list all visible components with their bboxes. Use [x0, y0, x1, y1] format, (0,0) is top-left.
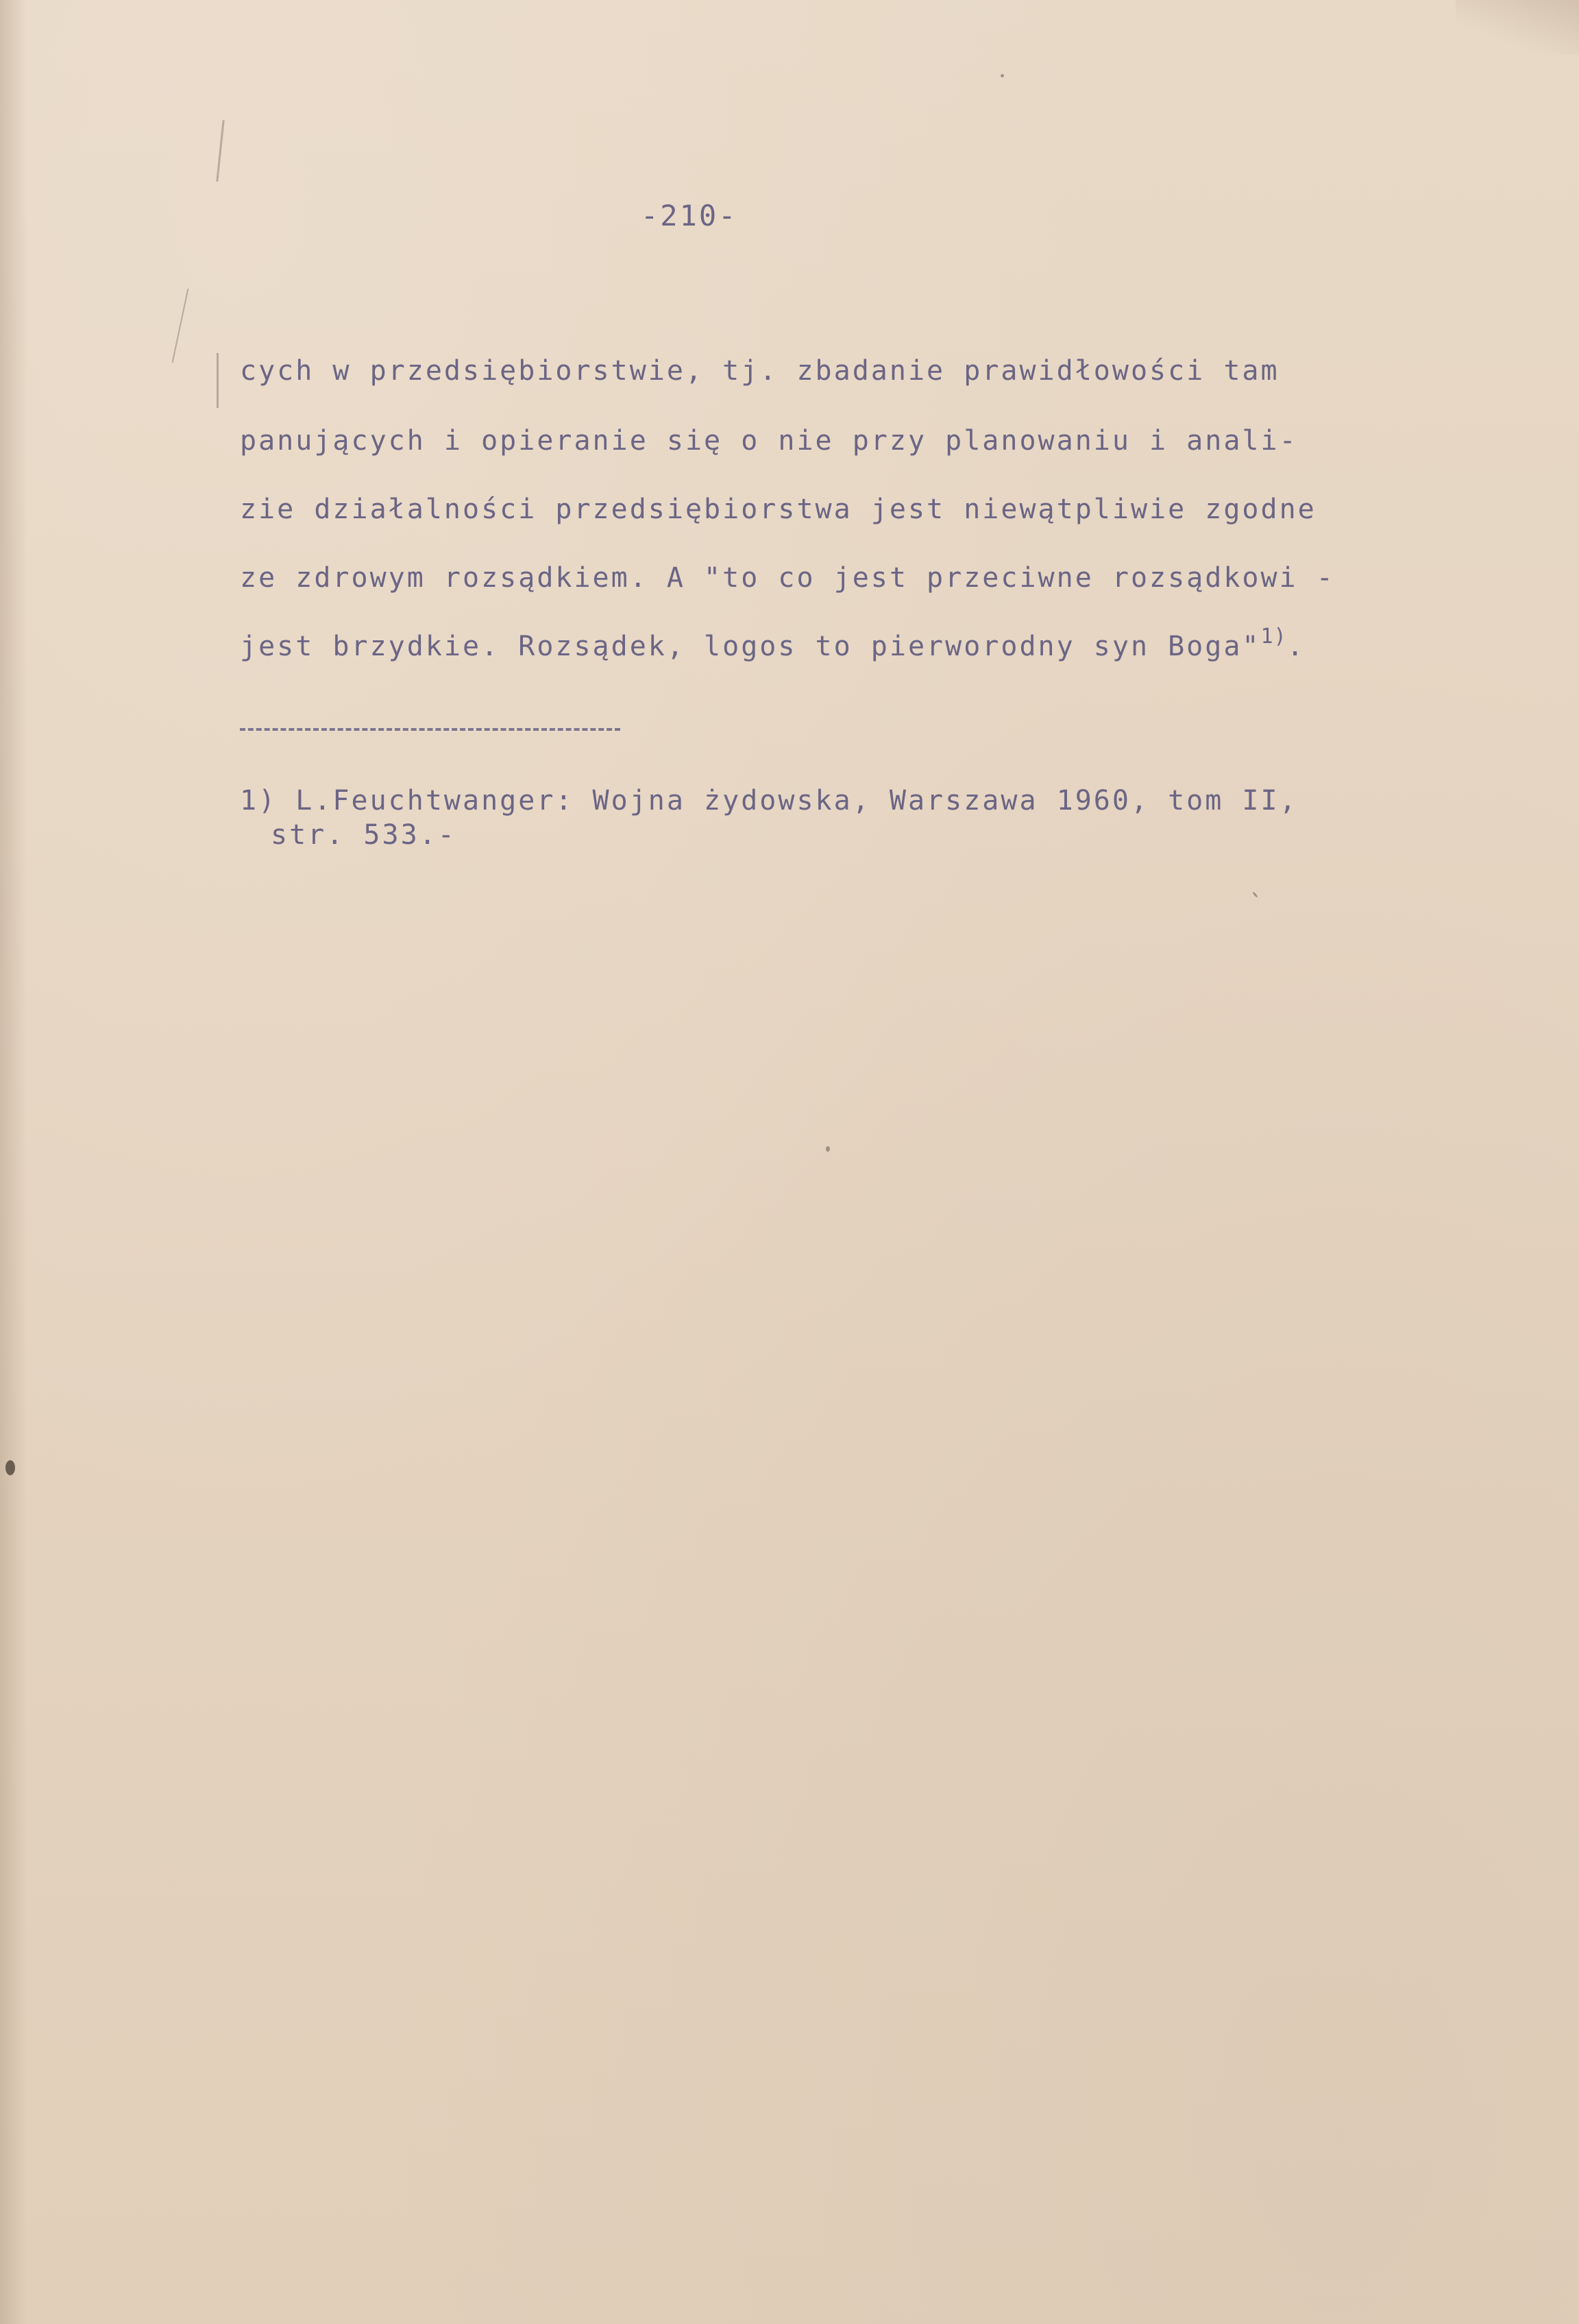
paper-speck: [1001, 74, 1004, 77]
margin-pencil-mark: [217, 353, 219, 408]
footnote-text: 1) L.Feuchtwanger: Wojna żydowska, Warszawa 1960, tom II,: [240, 785, 1298, 816]
body-line: cych w przedsiębiorstwie, tj. zbadanie prawidłowości tam: [240, 355, 1280, 387]
corner-wear: [1456, 0, 1579, 55]
margin-pencil-mark: [216, 120, 224, 182]
body-line: ze zdrowym rozsądkiem. A "to co jest przeciwne rozsądkowi -: [240, 562, 1335, 594]
body-line: zie działalności przedsiębiorstwa jest niewątpliwie zgodne: [240, 494, 1317, 525]
sentence-end: .: [1286, 631, 1306, 662]
paper-speck: [1252, 891, 1258, 898]
footnote-separator: [240, 728, 620, 731]
paper-speck: [826, 1146, 830, 1152]
binding-hole-mark: [5, 1460, 15, 1475]
margin-pencil-mark: [172, 289, 189, 363]
body-line: [240, 625, 1306, 662]
page-number: -210-: [641, 199, 738, 232]
left-edge-shadow: [0, 0, 27, 2324]
body-line: panujących i opieranie się o nie przy planowaniu i anali-: [240, 425, 1298, 457]
body-line-text: jest brzydkie. Rozsądek, logos to pierworodny syn Boga": [240, 631, 1261, 662]
footnote-reference[interactable]: 1): [1260, 625, 1287, 649]
footnote-text-continuation: str. 533.-: [271, 819, 456, 851]
